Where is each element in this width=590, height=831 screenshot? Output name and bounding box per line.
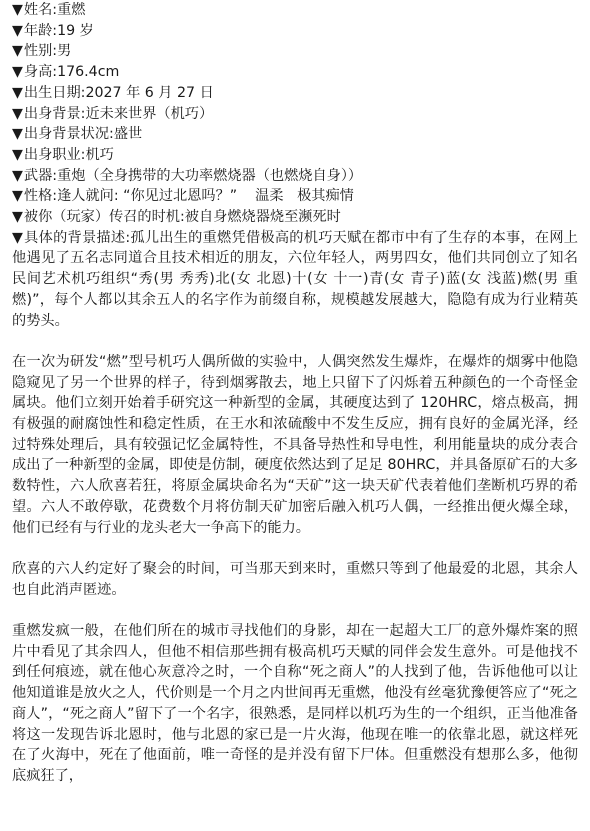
triangle-marker-icon: ▼: [12, 146, 23, 163]
field-label: 出身背景:: [23, 105, 86, 122]
background-paragraph-text: 重燃发疯一般，在他们所在的城市寻找他们的身影，却在一起超大工厂的意外爆炸案的照片中看见了其余四人，但他不相信那些拥有极高机巧天赋的同伴会发生意外。可是他找不到任何痕迹，就在他心灰意冷之时，一个自称“死之商人”的人找到了他，告诉他他可以让他知道谁是放火之人，代价则是一个月之内世间再无重燃，他没有丝毫犹豫便答应了“死之商人”，“死之商人”留下了一个名字，很熟悉，是同样以机巧为生的一个组织，正当他准备将这一发现告诉北恩时，他与北恩的家已是一片火海，他现在唯一的依靠北恩，就这样死在了火海中，死在了他面前，唯一奇怪的是并没有留下尸体。但重燃没有想那么多，他彻底疯狂了，: [12, 623, 578, 784]
triangle-marker-icon: ▼: [12, 43, 23, 60]
field-value: 逢人就问: “你见过北恩吗？” 温柔 极其痴情: [57, 188, 354, 205]
paragraph-gap: [12, 331, 578, 352]
field-personality: [12, 186, 578, 207]
background-paragraph: [12, 621, 578, 787]
triangle-marker-icon: ▼: [12, 2, 23, 18]
paragraph-gap: [12, 538, 578, 559]
triangle-marker-icon: ▼: [12, 167, 23, 184]
field-label: 年龄:: [23, 22, 58, 39]
field-label: 身高:: [23, 64, 58, 81]
profile-fields: [12, 0, 578, 228]
field-value: 19 岁: [57, 22, 94, 39]
paragraph-gap: [12, 600, 578, 621]
field-origin-profession: [12, 145, 578, 166]
triangle-marker-icon: ▼: [12, 22, 23, 39]
field-value: 盛世: [113, 126, 143, 143]
field-value: 近未来世界（机巧）: [85, 105, 214, 122]
field-label: 性格:: [23, 188, 58, 205]
background-paragraph-text: 孤儿出生的重燃凭借极高的机巧天赋在都市中有了生存的本事，在网上他遇见了五名志同道合且技术相近的朋友，六位年轻人，两男四女，他们共同创立了知名民间艺术机巧组织“秀(男 秀秀)北(女 北恩)十(女 十一)青(女 青子)蓝(女 浅蓝)燃(男 重燃)”，每个人都以其余五人的名字作为前缀自称，规模越发展越大，隐隐有成为行业精英的势头。: [12, 229, 578, 329]
field-label: 武器:: [23, 167, 58, 184]
background-paragraph: [12, 559, 578, 600]
field-birth-date: [12, 83, 578, 104]
field-value: 重炮（全身携带的大功率燃烧器（也燃烧自身））: [57, 167, 363, 184]
background-section: [12, 228, 578, 787]
background-paragraph: [12, 352, 578, 538]
field-value: 机巧: [85, 146, 114, 163]
triangle-marker-icon: ▼: [12, 84, 23, 101]
field-origin-status: [12, 124, 578, 145]
field-value: 176.4cm: [57, 64, 120, 81]
field-label: 出身背景状况:: [23, 126, 114, 143]
background-paragraph-text: 在一次为研发“燃”型号机巧人偶所做的实验中，人偶突然发生爆炸，在爆炸的烟雾中他隐隐窥见了另一个世界的样子，待到烟雾散去，地上只留下了闪烁着五种颜色的一个奇怪金属块。他们立刻开始着手研究这一种新型的金属，其硬度达到了 120HRC，熔点极高，拥有极强的耐腐蚀性和稳定性质，在王水和浓硫酸中不发生反应，拥有良好的金属光泽，经过特殊处理后，具有较强记忆金属特性，不具备导热性和导电性，利用能量块的成分表合成出了一种新型的金属，即使是仿制，硬度依然达到了足足 80HRC，并具备原矿石的大多数特性，六人欣喜若狂，将原金属块命名为“天矿”这一块天矿代表着他们垄断机巧界的希望。六人不敢停歇，花费数个月将仿制天矿加密后融入机巧人偶，一经推出便火爆全球，他们已经有与行业的龙头老大一争高下的能力。: [12, 353, 578, 536]
triangle-marker-icon: ▼: [12, 209, 23, 226]
triangle-marker-icon: ▼: [12, 64, 23, 81]
field-label: 出身职业:: [23, 146, 86, 163]
triangle-marker-icon: ▼: [12, 126, 23, 143]
field-age: [12, 21, 578, 42]
field-label: 出生日期:: [23, 84, 86, 101]
field-value: 被自身燃烧器烧至濒死时: [184, 209, 341, 226]
background-paragraph-text: 欣喜的六人约定好了聚会的时间，可当那天到来时，重燃只等到了他最爱的北恩，其余人也自此消声匿迹。: [12, 560, 578, 598]
field-origin-background: [12, 104, 578, 125]
field-gender: [12, 41, 578, 62]
field-name: [12, 0, 578, 21]
field-label: 性别:: [23, 43, 58, 60]
triangle-marker-icon: ▼: [12, 105, 23, 122]
field-value: 男: [57, 43, 72, 60]
field-label: 姓名:: [23, 2, 58, 18]
field-weapon: [12, 166, 578, 187]
field-value: 2027 年 6 月 27 日: [85, 84, 214, 101]
background-label: 具体的背景描述:: [23, 229, 131, 246]
triangle-marker-icon: ▼: [12, 188, 23, 205]
background-paragraph: [12, 228, 578, 332]
field-value: 重燃: [57, 2, 86, 18]
field-height: [12, 62, 578, 83]
triangle-marker-icon: ▼: [12, 229, 23, 246]
field-summon-timing: [12, 207, 578, 228]
field-label: 被你（玩家）传召的时机:: [23, 209, 185, 226]
